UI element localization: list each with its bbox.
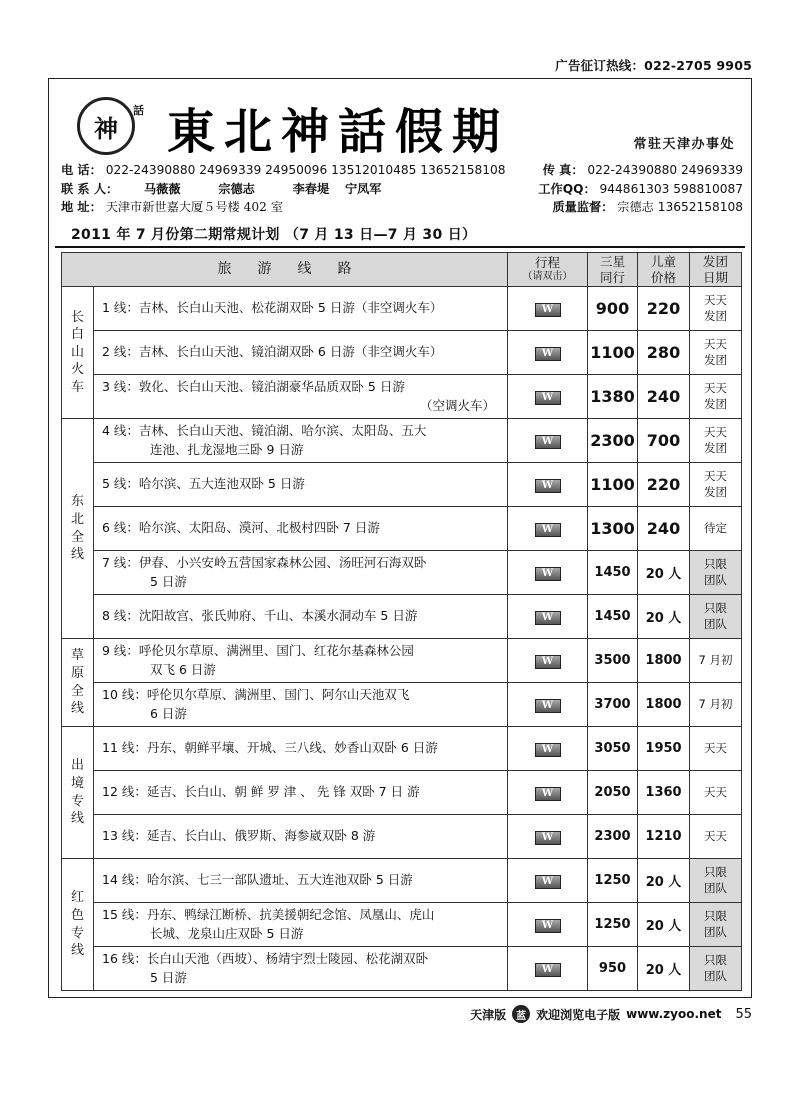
route-cell xyxy=(94,903,508,947)
footer-url[interactable]: www.zyoo.net xyxy=(626,1007,722,1021)
itinerary-doc-icon[interactable]: W xyxy=(535,699,561,713)
price-cell: 1300 xyxy=(588,507,638,551)
route-cell xyxy=(94,859,508,903)
departure-l2: 发团 xyxy=(704,352,727,367)
child-price-cell: 1800 xyxy=(638,683,690,727)
departure-l1: 天天 xyxy=(704,292,727,307)
category-name: 出境专线 xyxy=(70,758,84,827)
departure-l1: 只限 xyxy=(704,952,727,967)
price-cell: 1250 xyxy=(588,859,638,903)
header-dep-l1: 发团 xyxy=(702,253,728,269)
logo-sup-char: 話 xyxy=(133,104,144,117)
fax-numbers: 022-24390880 24969339 xyxy=(587,163,743,177)
address-text: 天津市新世嘉大厦５号楼 402 室 xyxy=(105,200,283,214)
route-line-cont: 6 日游 xyxy=(150,705,187,721)
itinerary-doc-icon[interactable]: W xyxy=(535,347,561,361)
contact-line-phone xyxy=(61,161,743,178)
category-name: 东北全线 xyxy=(70,494,84,563)
route-line: 12 线：延吉、长白山、朝 鲜 罗 津 、 先 锋 双卧 7 日 游 xyxy=(102,784,420,800)
contact-person: 李春堤 xyxy=(292,182,330,196)
header-trip xyxy=(508,253,588,287)
table-row xyxy=(62,331,742,375)
header-child-l1: 儿童 xyxy=(650,253,676,269)
itinerary-doc-icon[interactable]: W xyxy=(535,523,561,537)
footer-edition: 天津版 xyxy=(470,1007,507,1022)
route-line: 2 线：吉林、长白山天池、镜泊湖双卧 6 日游（非空调火车） xyxy=(102,344,443,360)
itinerary-cell xyxy=(508,287,588,331)
price-cell: 950 xyxy=(588,947,638,991)
route-line: 9 线：呼伦贝尔草原、满洲里、国门、红花尔基森林公园 xyxy=(102,643,414,659)
itinerary-cell xyxy=(508,375,588,419)
header-trip-label: 行程 xyxy=(534,255,560,271)
departure-l2: 团队 xyxy=(704,616,727,631)
table-row xyxy=(62,859,742,903)
itinerary-cell xyxy=(508,419,588,463)
contact-line-persons xyxy=(61,180,743,197)
route-line: 3 线：敦化、长白山天池、镜泊湖豪华品质双卧 5 日游 xyxy=(102,379,405,395)
tel-numbers: 022-24390880 24969339 24950096 13512010485 13652158108 xyxy=(105,163,506,177)
child-price-cell: 280 xyxy=(638,331,690,375)
route-cell xyxy=(94,639,508,683)
category-cell xyxy=(62,639,94,727)
contact-person: 宁凤军 xyxy=(344,182,382,196)
route-cell xyxy=(94,727,508,771)
category-cell xyxy=(62,287,94,419)
price-cell: 2300 xyxy=(588,815,638,859)
brand-name: 東北神話假期 xyxy=(167,104,510,160)
header-price-l1: 三星 xyxy=(599,253,625,269)
itinerary-doc-icon[interactable]: W xyxy=(535,787,561,801)
route-line-cont: 连池、扎龙湿地三卧 9 日游 xyxy=(150,441,304,457)
departure-l1: 7 月初 xyxy=(698,696,733,711)
itinerary-doc-icon[interactable]: W xyxy=(535,611,561,625)
route-cell xyxy=(94,551,508,595)
table-row xyxy=(62,683,742,727)
price-cell: 1100 xyxy=(588,463,638,507)
itinerary-cell xyxy=(508,551,588,595)
departure-l2: 发团 xyxy=(704,396,727,411)
itinerary-cell xyxy=(508,683,588,727)
route-cell xyxy=(94,419,508,463)
table-row xyxy=(62,815,742,859)
departure-l2: 发团 xyxy=(704,440,727,455)
route-cell xyxy=(94,595,508,639)
fax-label: 传 真： xyxy=(542,163,584,177)
itinerary-cell xyxy=(508,639,588,683)
route-line: 16 线：长白山天池（西坡）、杨靖宇烈士陵园、松花湖双卧 xyxy=(102,951,429,967)
itinerary-cell xyxy=(508,463,588,507)
departure-l2: 发团 xyxy=(704,308,727,323)
child-price-cell: 20 人 xyxy=(638,551,690,595)
itinerary-doc-icon[interactable]: W xyxy=(535,831,561,845)
header-depart xyxy=(690,253,742,287)
departure-l2: 团队 xyxy=(704,880,727,895)
child-price-cell: 220 xyxy=(638,463,690,507)
price-cell: 3500 xyxy=(588,639,638,683)
route-cell xyxy=(94,375,508,419)
tel-label: 电 话： xyxy=(61,163,102,177)
departure-l1: 只限 xyxy=(704,600,727,615)
route-line: 10 线：呼伦贝尔草原、满洲里、国门、阿尔山天池双飞 xyxy=(102,687,410,703)
table-row xyxy=(62,507,742,551)
departure-l1: 天天 xyxy=(704,740,727,755)
itinerary-doc-icon[interactable]: W xyxy=(535,567,561,581)
departure-l1: 天天 xyxy=(704,468,727,483)
route-body xyxy=(62,287,742,991)
route-line-cont: 5 日游 xyxy=(150,969,187,985)
departure-l1: 7 月初 xyxy=(698,652,733,667)
route-cell xyxy=(94,331,508,375)
table-row xyxy=(62,595,742,639)
itinerary-cell xyxy=(508,815,588,859)
edition-badge-icon: 蓝 xyxy=(512,1005,530,1023)
itinerary-doc-icon[interactable]: W xyxy=(535,435,561,449)
plan-title: 2011 年 7 月份第二期常规计划 （7 月 13 日—7 月 30 日） xyxy=(71,227,477,243)
category-cell xyxy=(62,727,94,859)
itinerary-doc-icon[interactable]: W xyxy=(535,875,561,889)
table-row xyxy=(62,727,742,771)
route-cell xyxy=(94,683,508,727)
header-price-l2: 同行 xyxy=(599,269,625,285)
price-cell: 2300 xyxy=(588,419,638,463)
departure-cell xyxy=(690,815,742,859)
route-cell xyxy=(94,947,508,991)
child-price-cell: 240 xyxy=(638,375,690,419)
departure-cell xyxy=(690,595,742,639)
route-cell xyxy=(94,507,508,551)
itinerary-doc-icon[interactable]: W xyxy=(535,303,561,317)
contact-line-address xyxy=(61,198,743,215)
header-child-l2: 价格 xyxy=(650,269,676,285)
departure-l1: 天天 xyxy=(704,424,727,439)
table-row xyxy=(62,771,742,815)
departure-cell xyxy=(690,331,742,375)
header-trip-sub: （请双击） xyxy=(522,271,573,283)
route-line-cont: 5 日游 xyxy=(150,573,187,589)
category-name: 长白山火车 xyxy=(70,309,84,395)
header-dep-l2: 日期 xyxy=(702,269,728,285)
header-price xyxy=(588,253,638,287)
itinerary-cell xyxy=(508,507,588,551)
table-row xyxy=(62,903,742,947)
route-line: 6 线：哈尔滨、太阳岛、漠河、北极村四卧 7 日游 xyxy=(102,520,380,536)
departure-l1: 天天 xyxy=(704,784,727,799)
agency-header xyxy=(49,79,751,214)
itinerary-cell xyxy=(508,859,588,903)
price-cell: 1450 xyxy=(588,595,638,639)
itinerary-doc-icon[interactable]: W xyxy=(535,919,561,933)
route-line-cont: 长城、龙泉山庄双卧 5 日游 xyxy=(150,925,304,941)
departure-l1: 只限 xyxy=(704,556,727,571)
itinerary-cell xyxy=(508,595,588,639)
departure-cell xyxy=(690,683,742,727)
itinerary-cell xyxy=(508,903,588,947)
departure-l2: 发团 xyxy=(704,484,727,499)
route-line: 1 线：吉林、长白山天池、松花湖双卧 5 日游（非空调火车） xyxy=(102,300,443,316)
route-line: 14 线：哈尔滨、七三一部队遗址、五大连池双卧 5 日游 xyxy=(102,872,413,888)
departure-cell xyxy=(690,375,742,419)
itinerary-doc-icon[interactable]: W xyxy=(535,963,561,977)
itinerary-cell xyxy=(508,947,588,991)
price-cell: 1250 xyxy=(588,903,638,947)
child-price-cell: 1800 xyxy=(638,639,690,683)
departure-l2: 团队 xyxy=(704,572,727,587)
itinerary-cell xyxy=(508,771,588,815)
qq-numbers: 944861303 598810087 xyxy=(599,182,743,196)
route-cell xyxy=(94,771,508,815)
route-table xyxy=(61,252,742,991)
qq-label: 工作QQ： xyxy=(538,182,596,196)
departure-l2: 团队 xyxy=(704,924,727,939)
departure-l1: 天天 xyxy=(704,380,727,395)
route-cell xyxy=(94,287,508,331)
price-cell: 3700 xyxy=(588,683,638,727)
table-row xyxy=(62,947,742,991)
itinerary-doc-icon[interactable]: W xyxy=(535,743,561,757)
departure-cell xyxy=(690,771,742,815)
departure-cell xyxy=(690,507,742,551)
departure-l1: 天天 xyxy=(704,336,727,351)
contact-person: 马薇薇 xyxy=(144,182,181,196)
divider xyxy=(55,246,745,248)
agency-logo xyxy=(77,97,144,155)
child-price-cell: 20 人 xyxy=(638,903,690,947)
price-cell: 1450 xyxy=(588,551,638,595)
route-line: 11 线：丹东、朝鲜平壤、开城、三八线、妙香山双卧 6 日游 xyxy=(102,740,438,756)
address-label: 地 址： xyxy=(61,200,102,214)
departure-cell xyxy=(690,463,742,507)
departure-cell xyxy=(690,903,742,947)
departure-l1: 只限 xyxy=(704,908,727,923)
child-price-cell: 240 xyxy=(638,507,690,551)
table-header-row xyxy=(62,253,742,287)
departure-cell xyxy=(690,639,742,683)
office-label: 常驻天津办事处 xyxy=(633,137,735,152)
route-line: 7 线：伊春、小兴安岭五营国家森林公园、汤旺河石海双卧 xyxy=(102,555,427,571)
departure-l1: 待定 xyxy=(704,520,727,535)
ad-hotline: 广告征订热线：022-2705 9905 xyxy=(555,58,752,73)
supervise-label: 质量监督： xyxy=(552,200,614,214)
child-price-cell: 1210 xyxy=(638,815,690,859)
category-name: 红色专线 xyxy=(70,890,84,959)
category-cell xyxy=(62,419,94,639)
footer-slogan: 欢迎浏览电子版 xyxy=(536,1007,621,1022)
header-child xyxy=(638,253,690,287)
price-cell: 2050 xyxy=(588,771,638,815)
price-cell: 1100 xyxy=(588,331,638,375)
child-price-cell: 20 人 xyxy=(638,859,690,903)
ad-frame xyxy=(48,78,752,998)
logo-char: 神 xyxy=(94,113,118,143)
child-price-cell: 20 人 xyxy=(638,595,690,639)
departure-cell xyxy=(690,287,742,331)
route-cell xyxy=(94,463,508,507)
departure-cell xyxy=(690,727,742,771)
route-line-cont: （空调火车） xyxy=(419,397,495,413)
departure-cell xyxy=(690,947,742,991)
contact-label: 联 系 人： xyxy=(61,182,119,196)
departure-cell xyxy=(690,419,742,463)
departure-l2: 团队 xyxy=(704,968,727,983)
category-cell xyxy=(62,859,94,991)
route-line: 15 线：丹东、鸭绿江断桥、抗美援朝纪念馆、凤凰山、虎山 xyxy=(102,907,435,923)
itinerary-doc-icon[interactable]: W xyxy=(535,391,561,405)
departure-cell xyxy=(690,859,742,903)
contact-person: 宗德志 xyxy=(218,182,255,196)
route-line: 5 线：哈尔滨、五大连池双卧 5 日游 xyxy=(102,476,305,492)
price-cell: 1380 xyxy=(588,375,638,419)
child-price-cell: 20 人 xyxy=(638,947,690,991)
table-row xyxy=(62,287,742,331)
header-route: 旅游线路 xyxy=(62,253,508,287)
table-row xyxy=(62,419,742,463)
departure-l1: 只限 xyxy=(704,864,727,879)
itinerary-cell xyxy=(508,331,588,375)
route-line: 8 线：沈阳故宫、张氏帅府、千山、本溪水洞动车 5 日游 xyxy=(102,608,418,624)
price-cell: 3050 xyxy=(588,727,638,771)
child-price-cell: 220 xyxy=(638,287,690,331)
route-line: 13 线：延吉、长白山、俄罗斯、海参崴双卧 8 游 xyxy=(102,828,376,844)
route-line: 4 线：吉林、长白山天池、镜泊湖、哈尔滨、太阳岛、五大 xyxy=(102,423,427,439)
table-row xyxy=(62,463,742,507)
price-cell: 900 xyxy=(588,287,638,331)
itinerary-cell xyxy=(508,727,588,771)
route-cell xyxy=(94,815,508,859)
itinerary-doc-icon[interactable]: W xyxy=(535,479,561,493)
table-row xyxy=(62,551,742,595)
route-line-cont: 双飞 6 日游 xyxy=(150,661,216,677)
table-row xyxy=(62,375,742,419)
child-price-cell: 1950 xyxy=(638,727,690,771)
departure-cell xyxy=(690,551,742,595)
departure-l1: 天天 xyxy=(704,828,727,843)
page-number: 55 xyxy=(735,1006,752,1022)
page-footer xyxy=(470,1005,752,1023)
table-row xyxy=(62,639,742,683)
itinerary-doc-icon[interactable]: W xyxy=(535,655,561,669)
route-table-wrap xyxy=(61,252,741,991)
child-price-cell: 1360 xyxy=(638,771,690,815)
supervise-text: 宗德志 13652158108 xyxy=(617,200,743,214)
category-name: 草原全线 xyxy=(70,648,84,717)
child-price-cell: 700 xyxy=(638,419,690,463)
